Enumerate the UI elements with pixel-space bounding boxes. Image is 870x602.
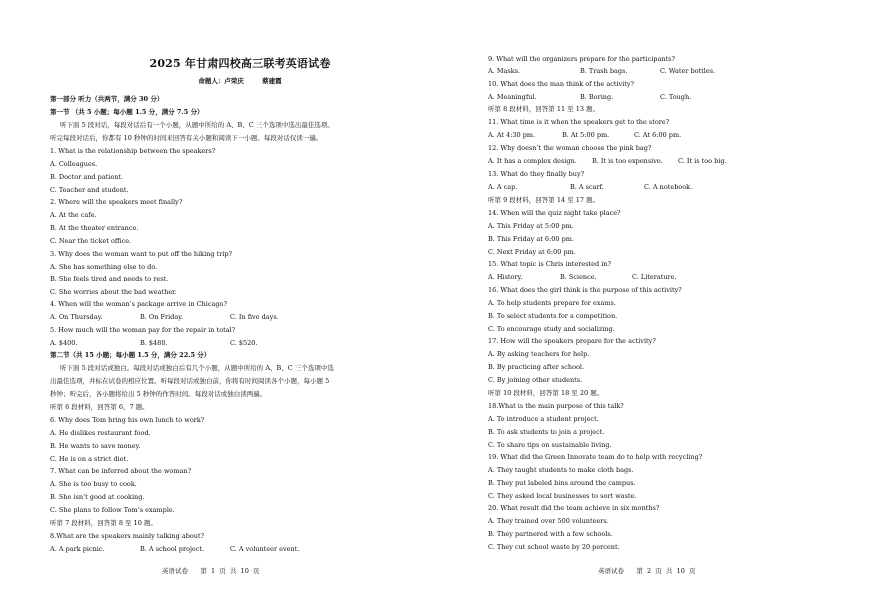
- question-stem: 7. What can be inferred about the woman?: [50, 467, 192, 475]
- answer-options-row: [488, 183, 692, 191]
- question-stem: 15. What topic is Chris interested in?: [488, 260, 611, 268]
- question-stem: 8.What are the speakers mainly talking about?: [50, 532, 205, 540]
- answer-option: A. Colleagues.: [50, 160, 98, 168]
- answer-option: B. At the theater entrance.: [50, 224, 139, 232]
- answer-option: B. At 5:00 pm.: [562, 131, 610, 139]
- answer-option: C. Next Friday at 6:00 pm.: [488, 248, 576, 256]
- answer-option: C. A volunteer event.: [230, 545, 300, 553]
- page-footer: 英语试卷 第 2 页 共 10 页: [598, 567, 696, 575]
- answer-option: B. A school project.: [140, 545, 205, 553]
- answer-option: A. Masks.: [488, 67, 521, 75]
- answer-option: A. By asking teachers for help.: [488, 350, 590, 358]
- answer-option: B. Doctor and patient.: [50, 173, 124, 181]
- question-stem: 19. What did the Green Innovate team do to help with recycling?: [488, 453, 703, 461]
- answer-option: B. This Friday at 6:00 pm.: [488, 235, 574, 243]
- exam-title: 2025 年甘肃四校高三联考英语试卷: [149, 57, 331, 70]
- answer-option: C. By joining other students.: [488, 376, 583, 384]
- answer-option: C. To encourage study and socializing.: [488, 325, 615, 333]
- answer-option: C. They asked local businesses to sort waste.: [488, 492, 637, 500]
- answer-option: B. Boring.: [580, 93, 614, 101]
- answer-option: A. They taught students to make cloth bags.: [488, 466, 634, 474]
- question-stem: 16. What does the girl think is the purpose of this activity?: [488, 286, 682, 294]
- answer-option: C. At 6:00 pm.: [634, 131, 682, 139]
- listening-material-note: 听第 10 段材料，回答第 18 至 20 题。: [488, 389, 604, 397]
- instructions: 出最佳选项，并标在试卷的相应位置。听每段对话或独白前，你将有时间阅读各个小题，每小题 5: [50, 377, 330, 385]
- answer-option: B. Science.: [560, 273, 597, 281]
- instructions: 听完每段对话后，你都有 10 秒钟的时间来回答有关小题和阅读下一小题。每段对话仅读一遍。: [50, 134, 323, 142]
- answer-option: C. Tough.: [660, 93, 692, 101]
- question-stem: 1. What is the relationship between the speakers?: [50, 147, 216, 155]
- answer-option: A. A park picnic.: [50, 545, 105, 553]
- question-stem: 9. What will the organizers prepare for the participants?: [488, 55, 675, 63]
- answer-option: C. Water bottles.: [660, 67, 716, 75]
- question-stem: 13. What do they finally buy?: [488, 170, 585, 178]
- instructions: 听下面 5 段对话，每段对话后有一个小题，从题中所给的 A、B、C 三个选项中选出最佳选项。: [60, 121, 334, 129]
- answer-option: A. At 4:30 pm.: [488, 131, 536, 139]
- answer-option: C. She plans to follow Tom’s example.: [50, 506, 175, 514]
- instructions: 听下面 5 段对话或独白。每段对话或独白后有几个小题，从题中所给的 A、B、C 三个选项中选: [60, 364, 334, 372]
- question-stem: 6. Why does Tom bring his own lunch to work?: [50, 416, 205, 424]
- answer-options-row: [488, 67, 715, 75]
- answer-options-row: [488, 131, 681, 139]
- answer-option: B. It is too expensive.: [592, 157, 663, 165]
- answer-option: A. He dislikes restaurant food.: [50, 429, 151, 437]
- answer-option: A. On Thursday.: [50, 313, 103, 321]
- question-stem: 3. Why does the woman want to put off the hiking trip?: [50, 250, 233, 258]
- answer-option: C. Teacher and student.: [50, 186, 129, 194]
- answer-option: C. She worries about the bad weather.: [50, 288, 177, 296]
- question-stem: 12. Why doesn’t the woman choose the pink bag?: [488, 144, 652, 152]
- listening-material-note: 听第 8 段材料，回答第 11 至 13 题。: [488, 105, 600, 113]
- answer-option: B. To select students for a competition.: [488, 312, 618, 320]
- section-heading: 第二节（共 15 小题；每小题 1.5 分，满分 22.5 分）: [50, 351, 211, 359]
- answer-option: B. $480.: [140, 339, 168, 347]
- page-footer: 英语试卷 第 1 页 共 10 页: [162, 567, 260, 575]
- answer-option: C. In five days.: [230, 313, 279, 321]
- answer-option: B. By practicing after school.: [488, 363, 585, 371]
- answer-options-row: [50, 313, 279, 321]
- answer-option: A. To help students prepare for exams.: [488, 299, 616, 307]
- page-1: [50, 0, 430, 602]
- section-heading: 第一节 （共 5 小题；每小题 1.5 分，满分 7.5 分）: [50, 108, 204, 116]
- answer-option: A. At the cafe.: [50, 211, 97, 219]
- author-1: 命题人：卢荣庆: [198, 77, 244, 85]
- answer-option: C. It is too big.: [678, 157, 727, 165]
- exam-authors: [50, 76, 430, 85]
- question-stem: 2. Where will the speakers meet finally?: [50, 198, 183, 206]
- answer-option: A. To introduce a student project.: [488, 415, 599, 423]
- answer-options-row: [488, 93, 691, 101]
- answer-option: C. He is on a strict diet.: [50, 455, 129, 463]
- answer-option: B. They partnered with a few schools.: [488, 530, 613, 538]
- answer-option: B. Trash bags.: [580, 67, 628, 75]
- answer-option: C. Literature.: [632, 273, 677, 281]
- answer-options-row: [488, 273, 677, 281]
- answer-option: A. She is too busy to cook.: [50, 480, 137, 488]
- listening-material-note: 听第 9 段材料，回答第 14 至 17 题。: [488, 196, 600, 204]
- question-stem: 17. How will the speakers prepare for the activity?: [488, 337, 656, 345]
- answer-options-row: [50, 545, 299, 553]
- answer-option: B. He wants to save money.: [50, 442, 141, 450]
- answer-option: B. A scarf.: [570, 183, 604, 191]
- question-stem: 14. When will the quiz night take place?: [488, 209, 621, 217]
- answer-options-row: [488, 157, 727, 165]
- instructions: 秒钟；听完后，各小题将给出 5 秒钟的作答时间。每段对话或独白读两遍。: [50, 390, 267, 398]
- question-stem: 18.What is the main purpose of this talk?: [488, 402, 624, 410]
- question-stem: 4. When will the woman’s package arrive in Chicago?: [50, 300, 227, 308]
- part-heading: 第一部分 听力（共两节，满分 30 分）: [50, 95, 164, 103]
- answer-options-row: [50, 339, 257, 347]
- answer-option: C. To share tips on sustainable living.: [488, 441, 612, 449]
- answer-option: C. A notebook.: [644, 183, 693, 191]
- answer-option: B. To ask students to join a project.: [488, 428, 605, 436]
- answer-option: C. Near the ticket office.: [50, 237, 132, 245]
- question-stem: 10. What does the man think of the activity?: [488, 80, 635, 88]
- author-2: 蔡建霞: [262, 77, 282, 85]
- listening-material-note: 听第 6 段材料，回答第 6、7 题。: [50, 403, 149, 411]
- answer-option: A. $400.: [50, 339, 78, 347]
- answer-option: A. They trained over 500 volunteers.: [488, 517, 609, 525]
- answer-option: B. She isn’t good at cooking.: [50, 493, 145, 501]
- answer-option: A. Meaningful.: [488, 93, 537, 101]
- question-stem: 5. How much will the woman pay for the repair in total?: [50, 326, 236, 334]
- question-stem: 11. What time is it when the speakers get to the store?: [488, 118, 670, 126]
- listening-material-note: 听第 7 段材料，回答第 8 至 10 题。: [50, 519, 157, 527]
- answer-option: A. A cap.: [488, 183, 518, 191]
- answer-option: C. They cut school waste by 20 percent.: [488, 543, 620, 551]
- answer-option: B. They put labeled bins around the campus.: [488, 479, 636, 487]
- question-stem: 20. What result did the team achieve in six months?: [488, 504, 660, 512]
- answer-option: A. It has a complex design.: [488, 157, 577, 165]
- answer-option: A. History.: [488, 273, 523, 281]
- page-2: [488, 0, 838, 602]
- answer-option: C. $520.: [230, 339, 258, 347]
- answer-option: B. She feels tired and needs to rest.: [50, 275, 169, 283]
- answer-option: B. On Friday.: [140, 313, 184, 321]
- answer-option: A. She has something else to do.: [50, 263, 158, 271]
- answer-option: A. This Friday at 5:00 pm.: [488, 222, 574, 230]
